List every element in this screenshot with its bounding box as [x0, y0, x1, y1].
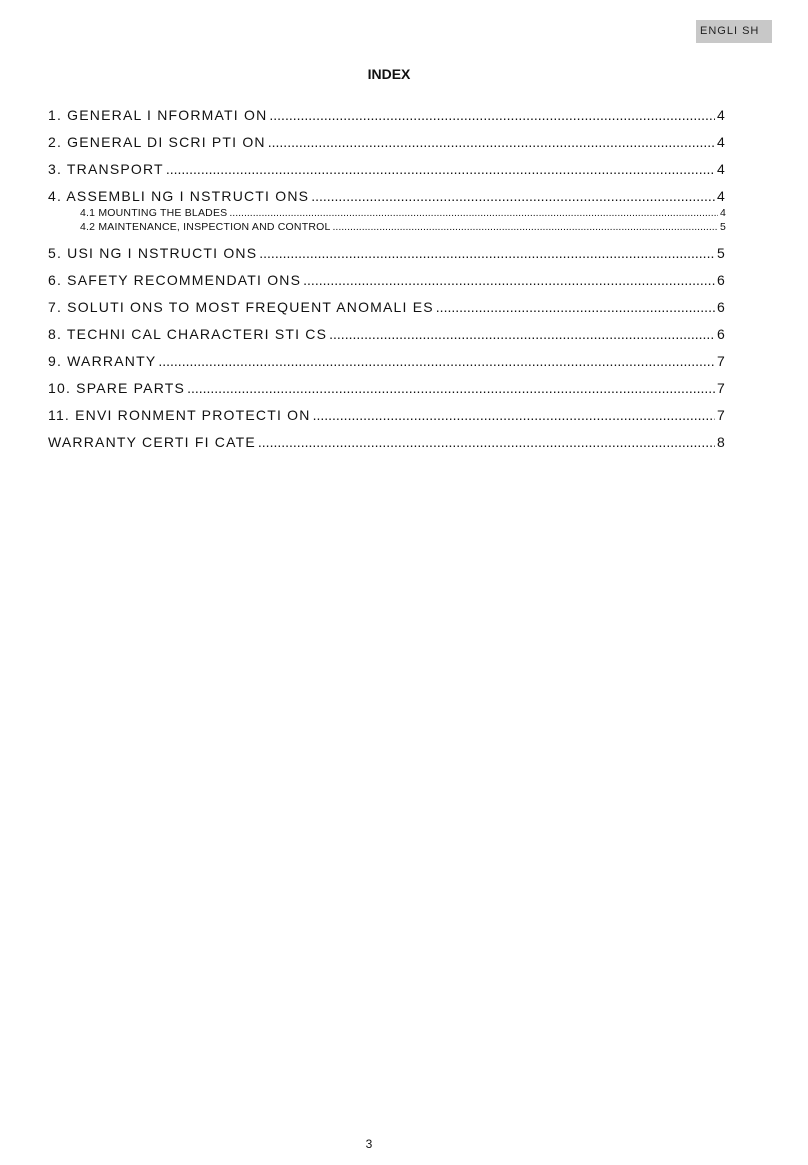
toc-subentry-maintenance[interactable] [48, 220, 726, 242]
toc-leader-dots [259, 242, 715, 264]
toc-entry-page: 4 [717, 161, 726, 177]
toc-entry-label: 2. GENERAL DI SCRI PTI ON [48, 134, 266, 150]
toc-entry-spare-parts[interactable] [48, 377, 726, 404]
toc-entry-label: 4. ASSEMBLI NG I NSTRUCTI ONS [48, 188, 310, 204]
toc-entry-label: 8. TECHNI CAL CHARACTERI STI CS [48, 326, 328, 342]
toc-leader-dots [303, 269, 715, 291]
toc-entry-technical-characteristics[interactable] [48, 323, 726, 350]
toc-entry-page: 4 [717, 134, 726, 150]
toc-leader-dots [258, 431, 715, 453]
toc-entry-label: 7. SOLUTI ONS TO MOST FREQUENT ANOMALI ES [48, 299, 434, 315]
toc-leader-dots [329, 323, 715, 345]
toc-leader-dots [436, 296, 715, 318]
toc-leader-dots [333, 220, 718, 234]
toc-entry-page: 6 [717, 326, 726, 342]
toc-entry-label: 11. ENVI RONMENT PROTECTI ON [48, 407, 311, 423]
toc-entry-page: 4 [717, 188, 726, 204]
toc-entry-assembling-instructions[interactable] [48, 185, 726, 206]
toc-entry-environment-protection[interactable] [48, 404, 726, 431]
language-tab: ENGLI SH [696, 20, 772, 43]
page-title: INDEX [367, 66, 411, 82]
toc-entry-label: WARRANTY CERTI FI CATE [48, 434, 256, 450]
toc-entry-page: 4 [719, 207, 726, 219]
toc-entry-using-instructions[interactable] [48, 242, 726, 269]
toc-entry-general-information[interactable] [48, 104, 726, 131]
toc-leader-dots [229, 206, 718, 220]
toc-leader-dots [268, 131, 715, 153]
toc-entry-warranty-certificate[interactable] [48, 431, 726, 458]
toc-entry-page: 7 [717, 353, 726, 369]
toc-leader-dots [269, 104, 715, 126]
toc-entry-label: 10. SPARE PARTS [48, 380, 186, 396]
toc-entry-page: 7 [717, 380, 726, 396]
toc-leader-dots [166, 158, 715, 180]
toc-leader-dots [311, 185, 715, 206]
toc-entry-page: 6 [717, 272, 726, 288]
toc-entry-general-description[interactable] [48, 131, 726, 158]
toc-entry-label: 6. SAFETY RECOMMENDATI ONS [48, 272, 302, 288]
toc-subentry-mounting-blades[interactable] [48, 206, 726, 220]
toc-entry-page: 5 [719, 221, 726, 233]
toc-entry-label: 1. GENERAL I NFORMATI ON [48, 107, 268, 123]
toc-entry-page: 7 [717, 407, 726, 423]
toc-entry-solutions-anomalies[interactable] [48, 296, 726, 323]
toc-entry-label: 3. TRANSPORT [48, 161, 164, 177]
table-of-contents [48, 104, 726, 458]
toc-entry-warranty[interactable] [48, 350, 726, 377]
toc-entry-page: 6 [717, 299, 726, 315]
toc-entry-label: 5. USI NG I NSTRUCTI ONS [48, 245, 258, 261]
toc-entry-page: 8 [717, 434, 726, 450]
toc-leader-dots [313, 404, 715, 426]
toc-entry-safety-recommendations[interactable] [48, 269, 726, 296]
toc-entry-label: 4.1 MOUNTING THE BLADES [80, 207, 228, 219]
toc-entry-label: 4.2 MAINTENANCE, INSPECTION AND CONTROL [80, 221, 331, 233]
toc-entry-transport[interactable] [48, 158, 726, 185]
page-number: 3 [365, 1137, 373, 1151]
toc-leader-dots [187, 377, 715, 399]
toc-entry-page: 5 [717, 245, 726, 261]
toc-leader-dots [158, 350, 715, 372]
toc-entry-page: 4 [717, 107, 726, 123]
toc-entry-label: 9. WARRANTY [48, 353, 157, 369]
